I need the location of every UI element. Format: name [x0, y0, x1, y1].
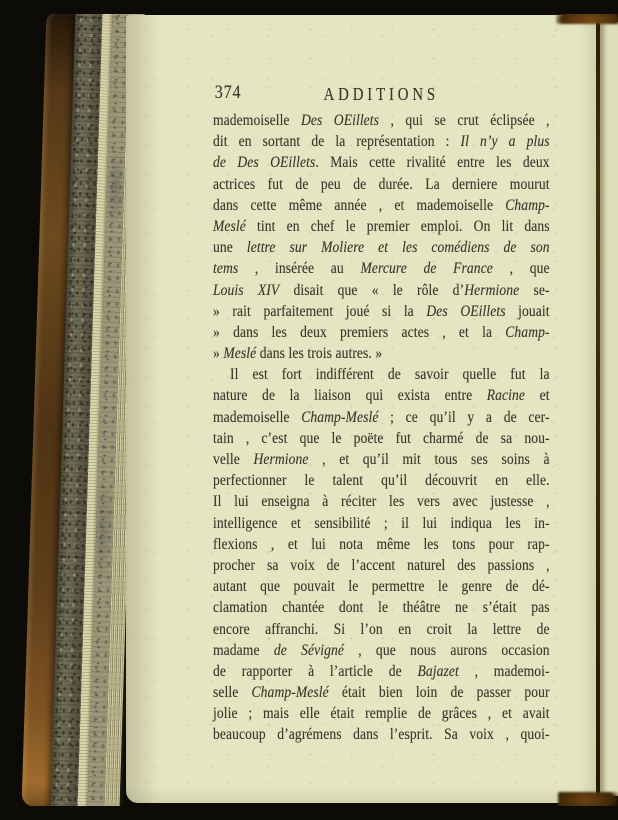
- page-header: [213, 82, 550, 106]
- text-line: perfectionner le talent qu’il découvrit en elle.: [213, 472, 550, 490]
- text-line: » Meslé dans les trois autres. »: [213, 345, 383, 363]
- text-line: dit en sortant de la représentation : Il n’y a plus: [213, 133, 550, 151]
- text-line: actrices fut de peu de durée. La derniere mourut: [213, 175, 550, 193]
- running-title: ADDITIONS: [323, 84, 440, 104]
- text-line: velle Hermione , et qu’il mit tous ses soins à: [213, 451, 550, 468]
- facing-page-edge: [600, 22, 618, 796]
- text-line: Il lui enseigna à réciter les vers avec justesse ,: [213, 493, 550, 511]
- text-line: de Des OEillets. Mais cette rivalité entre les deux: [213, 154, 550, 172]
- text-line: » dans les deux premiers actes , et la Champ-: [213, 323, 550, 341]
- text-line: jolie ; mais elle était remplie de grâces , et avait: [213, 705, 550, 723]
- text-lines: [213, 110, 550, 746]
- text-line: clamation chantée dont le théâtre ne s’était pas: [213, 599, 550, 617]
- text-line: selle Champ-Meslé était bien loin de passer pour: [213, 684, 550, 702]
- text-line: une lettre sur Moliere et les comédiens de son: [213, 239, 550, 257]
- page-text: [213, 82, 550, 746]
- text-line: mademoiselle Des OEillets , qui se crut éclipsée ,: [213, 112, 550, 129]
- text-line: encore affranchi. Si l’on en croit la lettre de: [213, 620, 550, 638]
- text-line: de rapporter à l’article de Bajazet , mademoi-: [213, 662, 550, 680]
- text-line: dans cette même année , et mademoiselle Champ-: [213, 196, 550, 214]
- text-line: autant que pouvait le permettre le genre de dé-: [213, 578, 550, 596]
- text-line: nature de la liaison qui exista entre Racine et: [213, 387, 550, 405]
- text-line: intelligence et sensibilité ; il lui indiqua les in-: [213, 514, 550, 532]
- text-line: tain , c’est que le poëte fut charmé de sa nou-: [213, 429, 550, 447]
- text-line: procher sa voix de l’accent naturel des passions ,: [213, 556, 550, 574]
- text-line: Il est fort indifférent de savoir quelle fut la: [230, 366, 550, 384]
- text-line: flexions , et lui nota même les tons pour rap-: [213, 535, 550, 553]
- text-line: mademoiselle Champ-Meslé ; ce qu’il y a de cer-: [213, 408, 550, 426]
- text-line: beaucoup d’agrémens dans l’esprit. Sa voix , quoi-: [213, 726, 550, 744]
- scan-background-bottom: [0, 806, 618, 820]
- text-line: tems , insérée au Mercure de France , que: [213, 260, 550, 278]
- scan-background-top: [0, 0, 618, 14]
- text-line: » rait parfaitement joué si la Des OEillets jouait: [213, 302, 550, 320]
- text-line: Meslé tint en chef le premier emploi. On lit dans: [213, 217, 550, 235]
- page-number: 374: [214, 82, 242, 103]
- text-line: Louis XIV disait que « le rôle d’Hermione se-: [213, 281, 550, 299]
- text-line: madame de Sévigné , que nous aurons occasion: [213, 641, 550, 659]
